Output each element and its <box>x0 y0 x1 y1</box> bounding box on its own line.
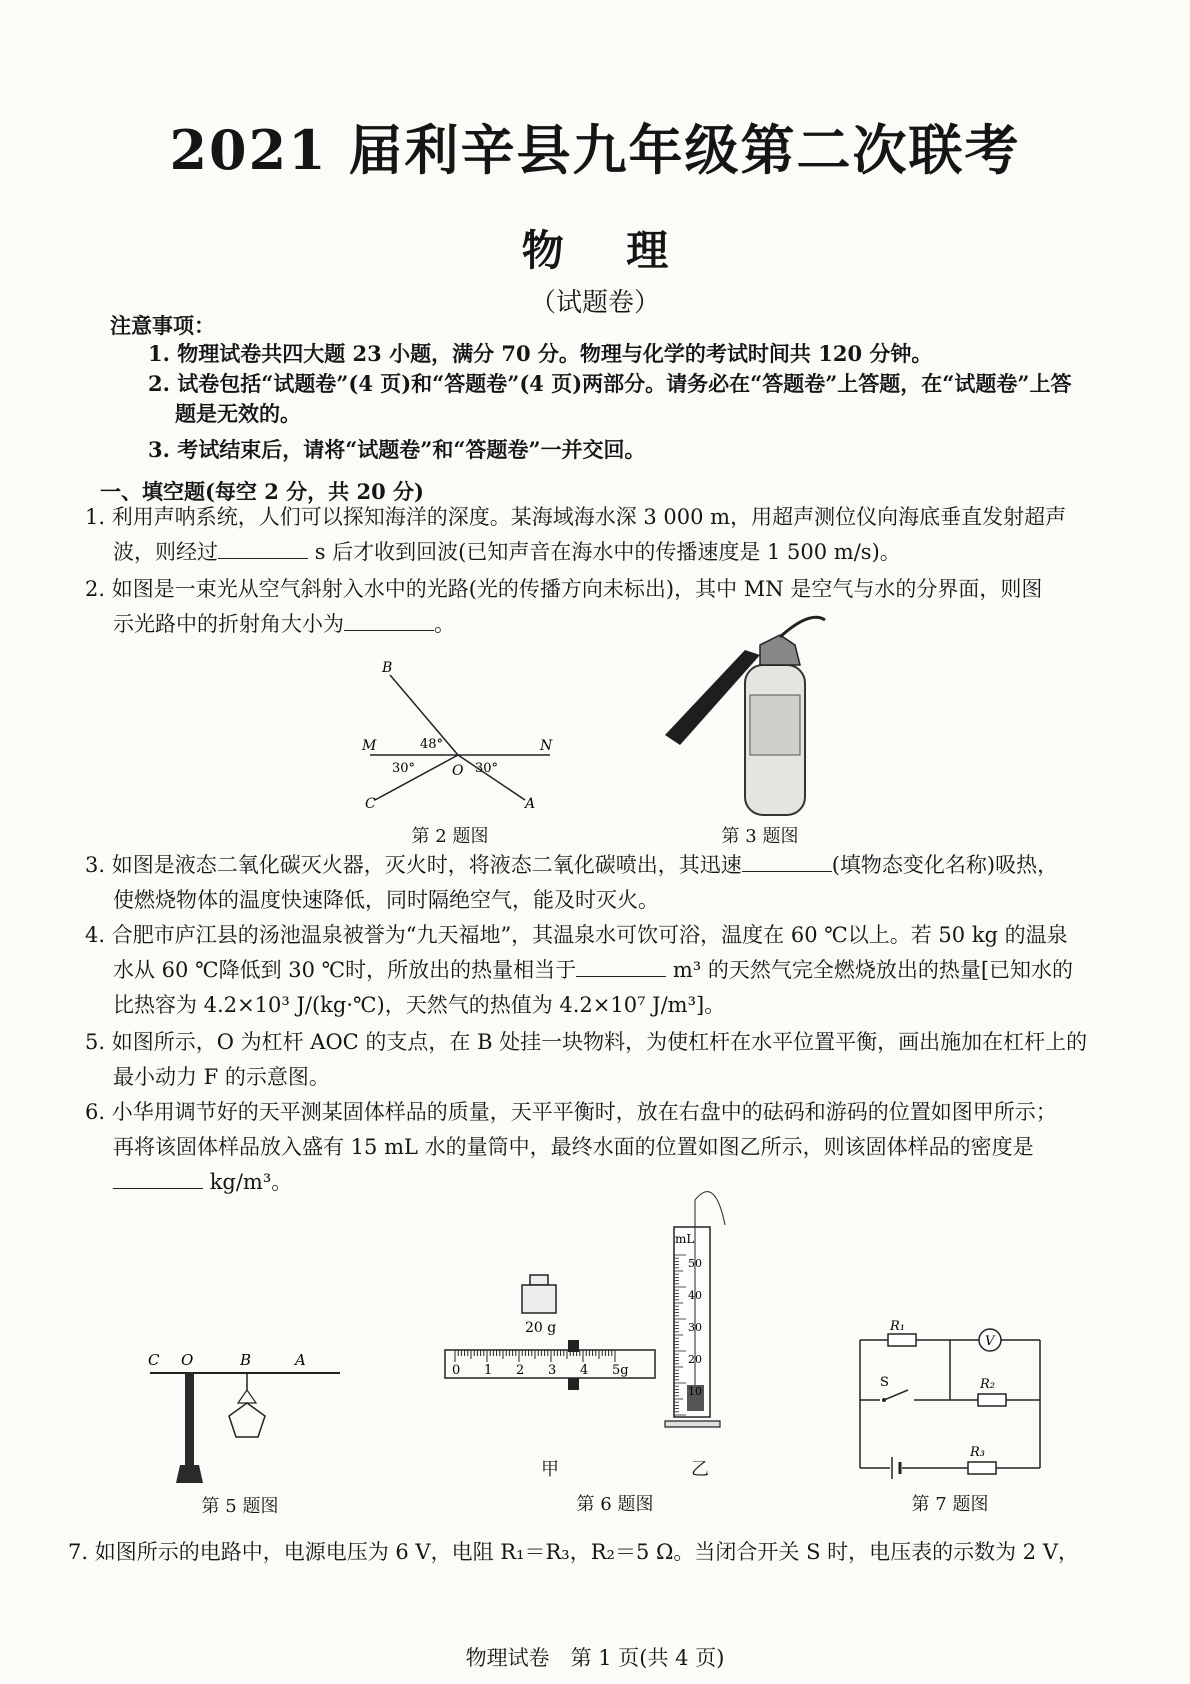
notice-item-2-cont: 题是无效的。 <box>175 401 301 426</box>
label-c: C <box>365 796 376 810</box>
question-5 <box>85 1025 1165 1095</box>
question-1 <box>85 500 1165 570</box>
figure-7-circuit <box>850 1320 1050 1485</box>
weight-body <box>522 1285 556 1313</box>
label-b: B <box>382 660 393 676</box>
q6-line3 <box>85 1165 1165 1200</box>
label-m: M <box>362 738 377 754</box>
handle <box>780 617 825 637</box>
exam-title: 2021 届利辛县九年级第二次联考 <box>169 118 1021 182</box>
cylinder-label-10: 10 <box>688 1385 702 1398</box>
q6-line2: 再将该固体样品放入盛有 15 mL 水的量筒中，最终水面的位置如图乙所示，则该固体样品的密度是 <box>113 1135 1034 1159</box>
pentagon-weight <box>229 1403 265 1437</box>
question-3 <box>85 848 1165 918</box>
q4-line3: 比热容为 4.2×10³ J/(kg·℃)，天然气的热值为 4.2×10⁷ J/m³]。 <box>113 993 726 1017</box>
q2-line1: 2. 如图是一束光从空气斜射入水中的光路(光的传播方向未标出)，其中 MN 是空气与水的分界面，则图 <box>85 577 1043 601</box>
label-b: B <box>240 1351 252 1369</box>
q4-text-a: 水从 60 ℃降低到 30 ℃时，所放出的热量相当于 <box>113 958 577 982</box>
voltmeter-label: V <box>985 1334 995 1349</box>
page-footer: 物理试卷 第 1 页(共 4 页) <box>465 1646 725 1670</box>
q5-line1: 5. 如图所示，O 为杠杆 AOC 的支点，在 B 处挂一块物料，为使杠杆在水平位置平衡，画出施加在杠杆上的 <box>85 1030 1088 1054</box>
hook <box>238 1390 256 1403</box>
label-jia: 甲 <box>541 1459 559 1480</box>
q5-line2: 最小动力 F 的示意图。 <box>113 1065 330 1089</box>
angle-30-left: 30° <box>392 761 416 776</box>
label-yi: 乙 <box>691 1459 709 1480</box>
figure-2-refraction-diagram <box>360 660 560 810</box>
label-n: N <box>540 738 553 754</box>
question-2 <box>85 572 1165 642</box>
figure-6-caption: 第 6 题图 <box>576 1494 654 1515</box>
label-o: O <box>452 763 464 779</box>
q4-answer-blank[interactable] <box>576 955 666 977</box>
notice-item-1: 1. 物理试卷共四大题 23 小题，满分 70 分。物理与化学的考试时间共 120 分钟。 <box>148 341 933 366</box>
label-r3: R₃ <box>970 1445 985 1460</box>
label-a: A <box>525 796 536 810</box>
notice-item-2: 2. 试卷包括“试题卷”(4 页)和“答题卷”(4 页)两部分。请务必在“答题卷”上答题，在“试题卷”上答 <box>148 371 1072 396</box>
q1-text-a: 波，则经过 <box>113 540 218 564</box>
q4-text-b: m³ 的天然气完全燃烧放出的热量[已知水的 <box>672 958 1074 982</box>
cylinder-base <box>665 1421 720 1427</box>
q6-line1: 6. 小华用调节好的天平测某固体样品的质量，天平平衡时，放在右盘中的砝码和游码的位置如图甲所示； <box>85 1100 1057 1124</box>
figure-6-balance <box>440 1270 660 1400</box>
angle-48: 48° <box>420 737 444 752</box>
figure-3-caption: 第 3 题图 <box>721 826 799 847</box>
q2-line2 <box>85 607 1165 642</box>
figure-2-caption: 第 2 题图 <box>411 826 489 847</box>
label-r2: R₂ <box>980 1377 995 1392</box>
rider-bottom <box>568 1378 579 1390</box>
notice-title: 注意事项： <box>110 313 215 338</box>
label-o: O <box>181 1351 194 1369</box>
figure-5-caption: 第 5 题图 <box>201 1496 279 1517</box>
scale-label-5: 5g <box>612 1363 629 1378</box>
question-7 <box>68 1535 1168 1570</box>
scale-label-1: 1 <box>484 1363 493 1378</box>
q3-text-a: 3. 如图是液态二氧化碳灭火器，灭火时，将液态二氧化碳喷出，其迅速 <box>85 853 742 877</box>
scale-label-3: 3 <box>548 1363 557 1378</box>
resistor-r2 <box>978 1394 1006 1406</box>
weight-label: 20 g <box>525 1320 557 1336</box>
q4-line1: 4. 合肥市庐江县的汤池温泉被誉为“九天福地”，其温泉水可饮可浴，温度在 60 ℃以上。若 50 kg 的温泉 <box>85 923 1068 947</box>
label-s: S <box>880 1375 889 1390</box>
q3-answer-blank[interactable] <box>742 850 832 872</box>
q2-answer-blank[interactable] <box>344 609 434 631</box>
figure-3-extinguisher <box>660 615 860 825</box>
q1-answer-blank[interactable] <box>218 537 308 559</box>
cylinder-unit: mL <box>675 1232 695 1246</box>
angle-30-right: 30° <box>475 761 499 776</box>
valve-head <box>760 635 800 665</box>
paper-type: （试题卷） <box>529 288 660 318</box>
question-6 <box>85 1095 1165 1200</box>
scale-label-4: 4 <box>580 1363 589 1378</box>
figure-7-caption: 第 7 题图 <box>911 1494 989 1515</box>
weight-top <box>530 1275 548 1285</box>
question-4 <box>85 918 1165 1023</box>
subject-title: 物 理 <box>521 226 693 275</box>
q3-line2: 使燃烧物体的温度快速降低，同时隔绝空气，能及时灭火。 <box>113 888 659 912</box>
ray-oc <box>375 755 458 800</box>
label-a: A <box>295 1351 306 1369</box>
q2-text-b: 。 <box>434 612 455 636</box>
scale-ticks <box>455 1350 615 1362</box>
lever-base <box>176 1465 203 1483</box>
string-loop <box>695 1192 725 1225</box>
notice-item-3: 3. 考试结束后，请将“试题卷”和“答题卷”一并交回。 <box>148 437 646 462</box>
label-r1: R₁ <box>890 1320 905 1334</box>
q7-line1: 7. 如图所示的电路中，电源电压为 6 V，电阻 R₁＝R₃，R₂＝5 Ω。当闭合开关 S 时，电压表的示数为 2 V， <box>68 1540 1080 1564</box>
q1-text-b: s 后才收到回波(已知声音在海水中的传播速度是 1 500 m/s)。 <box>314 540 901 564</box>
cylinder-label-40: 40 <box>688 1289 702 1302</box>
q4-line2 <box>85 953 1165 988</box>
resistor-r1 <box>888 1334 916 1346</box>
switch-pivot <box>882 1398 886 1402</box>
q1-line2 <box>85 535 1165 570</box>
cylinder-label-30: 30 <box>688 1321 702 1334</box>
q1-line1: 1. 利用声呐系统，人们可以探知海洋的深度。某海域海水深 3 000 m，用超声测位仪向海底垂直发射超声 <box>85 505 1067 529</box>
q3-text-b: (填物态变化名称)吸热， <box>831 853 1059 877</box>
label-c: C <box>148 1351 160 1369</box>
q2-text-a: 示光路中的折射角大小为 <box>113 612 344 636</box>
cylinder-label-20: 20 <box>688 1353 702 1366</box>
scale-label-0: 0 <box>452 1363 461 1378</box>
figure-5-lever <box>145 1345 345 1485</box>
cylinder-label <box>750 695 800 755</box>
q6-text-b: kg/m³。 <box>209 1170 293 1194</box>
resistor-r3 <box>968 1462 996 1474</box>
figure-6-cylinder <box>660 1185 740 1435</box>
section-heading: 一、填空题(每空 2 分，共 20 分) <box>100 479 424 504</box>
scale-label-2: 2 <box>516 1363 525 1378</box>
rider-top <box>568 1340 579 1352</box>
cylinder-label-50: 50 <box>688 1257 702 1270</box>
q6-answer-blank[interactable] <box>113 1167 203 1189</box>
lever-post <box>185 1373 194 1468</box>
